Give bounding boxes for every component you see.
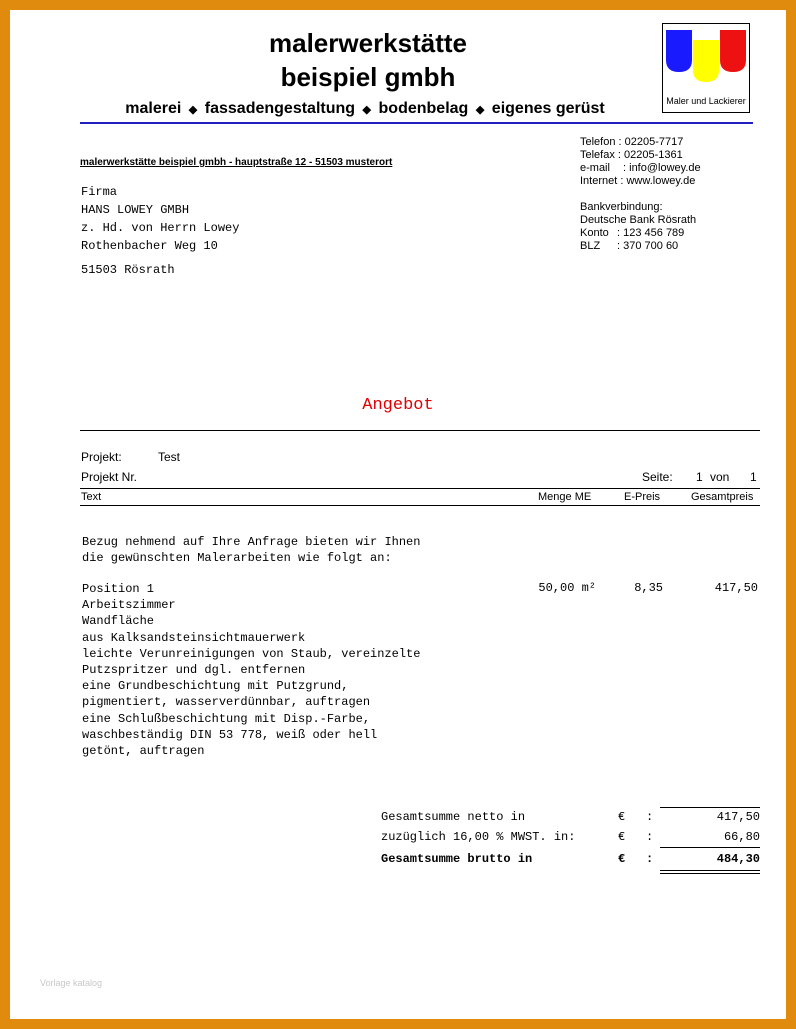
bank-name: Deutsche Bank Rösrath: [580, 214, 697, 226]
position-line: getönt, auftragen: [82, 744, 205, 759]
fax-value: 02205-1361: [624, 149, 683, 161]
gross-total-label: Gesamtsumme brutto in: [381, 852, 533, 866]
position-line: waschbeständig DIN 53 778, weiß oder hell: [82, 727, 378, 742]
bank-heading: Bankverbindung:: [580, 201, 663, 213]
phone-label: Telefon :: [580, 136, 622, 148]
intro-line: Bezug nehmend auf Ihre Anfrage bieten wir Ihnen: [82, 535, 421, 549]
position-line: aus Kalksandsteinsichtmauerwerk: [82, 630, 306, 645]
title-divider: [80, 430, 760, 431]
project-label: Projekt:: [81, 450, 122, 464]
service-item: malerei: [125, 100, 182, 117]
page-total: 1: [750, 470, 757, 484]
position-unit-price: 8,35: [634, 581, 663, 595]
service-item: fassadengestaltung: [204, 100, 356, 117]
logo-caption: Maler und Lackierer: [666, 96, 746, 106]
company-name-line2: beispiel gmbh: [280, 62, 456, 92]
contact-internet: [580, 175, 695, 188]
intro-line: die gewünschten Malerarbeiten wie folgt an:: [82, 551, 392, 566]
position-total: 417,50: [714, 581, 758, 595]
recipient-line-2: HANS LOWEY GMBH: [81, 203, 190, 217]
recipient-line-4: Rothenbacher Weg 10: [81, 239, 218, 253]
blz-separator: :: [617, 240, 621, 252]
vat-label: zuzüglich 16,00 % MWST. in:: [381, 830, 576, 844]
service-item: eigenes gerüst: [491, 100, 605, 117]
contact-phone: [580, 136, 683, 149]
position-line: leichte Verunreinigungen von Staub, vereinzelte: [82, 646, 421, 661]
email-label: e-mail: [580, 162, 610, 174]
phone-value: 02205-7717: [624, 136, 684, 148]
service-item: bodenbelag: [378, 100, 469, 117]
blz-label: BLZ: [580, 240, 601, 252]
gross-top-rule: [660, 847, 760, 848]
internet-value: www.lowey.de: [626, 175, 696, 187]
column-header-unit-price: E-Preis: [624, 491, 661, 503]
column-header-qty: Menge ME: [538, 491, 592, 503]
company-name-line1: malerwerkstätte: [269, 28, 467, 58]
diamond-icon: ◆: [472, 104, 488, 116]
letterhead-divider: [80, 122, 753, 124]
position-line: eine Grundbeschichtung mit Putzgrund,: [82, 679, 349, 694]
position-line: Position 1: [82, 582, 155, 596]
sender-address-line: malerwerkstätte beispiel gmbh - hauptstraße 12 - 51503 musterort: [80, 157, 393, 168]
konto-separator: :: [617, 227, 621, 239]
table-header-top-rule: [80, 488, 760, 489]
diamond-icon: ◆: [359, 104, 375, 116]
blz-value: 370 700 60: [623, 240, 679, 252]
bank-blz: [580, 240, 678, 253]
page-label: Seite:: [642, 470, 673, 484]
colon: :: [646, 852, 654, 866]
email-value: info@lowey.de: [629, 162, 701, 174]
position-quantity: 50,00 m²: [538, 581, 596, 595]
euro-sign: €: [618, 830, 626, 844]
document-page: [10, 10, 786, 1019]
services-line: [100, 100, 630, 118]
net-total-value: 417,50: [716, 810, 760, 824]
diamond-icon: ◆: [185, 104, 201, 116]
gross-double-rule-1: [660, 870, 760, 871]
colon: :: [646, 810, 654, 824]
position-line: Arbeitszimmer: [82, 598, 176, 613]
watermark-text: Vorlage katalog: [40, 978, 103, 988]
intro-text: [82, 534, 420, 566]
euro-sign: €: [618, 810, 626, 824]
konto-value: 123 456 789: [623, 227, 685, 239]
internet-label: Internet :: [580, 175, 624, 187]
page-current: 1: [696, 470, 703, 484]
position-line: Wandfläche: [82, 614, 155, 629]
contact-email: [580, 162, 701, 175]
fax-label: Telefax :: [580, 149, 621, 161]
contact-fax: [580, 149, 683, 162]
net-total-label: Gesamtsumme netto in: [381, 810, 526, 824]
document-title: Angebot: [362, 396, 434, 415]
project-nr-label: Projekt Nr.: [81, 470, 138, 484]
konto-label: Konto: [580, 227, 609, 239]
net-top-rule: [660, 807, 760, 808]
euro-sign: €: [618, 852, 626, 866]
gross-double-rule-2: [660, 873, 760, 874]
bank-account: [580, 227, 684, 240]
colon: :: [646, 830, 654, 844]
gross-total-value: 484,30: [716, 852, 760, 866]
table-header-bottom-rule: [80, 505, 760, 506]
position-description: [82, 581, 420, 759]
vat-value: 66,80: [723, 830, 760, 844]
guild-logo: [662, 23, 750, 113]
recipient-city: 51503 Rösrath: [81, 263, 175, 277]
position-line: eine Schlußbeschichtung mit Disp.-Farbe,: [82, 711, 371, 726]
recipient-line-1: Firma: [81, 185, 118, 199]
column-header-text: Text: [81, 491, 102, 503]
email-separator: :: [623, 162, 627, 174]
position-line: pigmentiert, wasserverdünnbar, auftragen: [82, 695, 371, 710]
position-line: Putzspritzer und dgl. entfernen: [82, 663, 306, 678]
page-of-label: von: [710, 470, 730, 484]
project-value: Test: [158, 450, 181, 464]
recipient-line-3: z. Hd. von Herrn Lowey: [81, 221, 240, 235]
column-header-total: Gesamtpreis: [691, 491, 754, 503]
shields-icon: [663, 28, 749, 84]
